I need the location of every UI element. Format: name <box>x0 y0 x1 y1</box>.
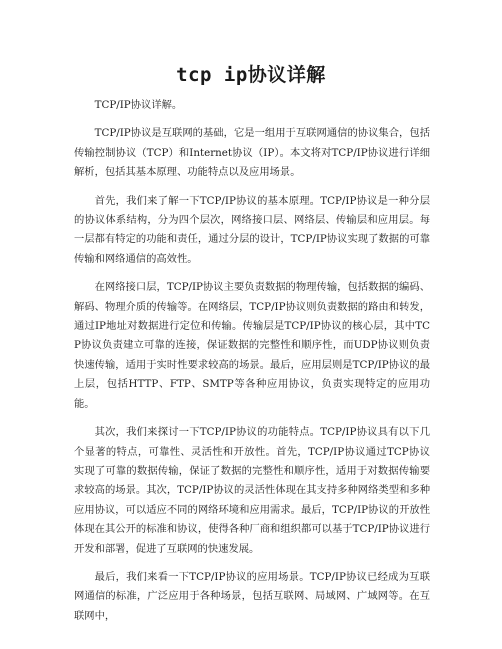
paragraph-applications: 最后，我们来看一下TCP/IP协议的应用场景。TCP/IP协议已经成为互联网通信的标准，广泛应用于各种场景，包括互联网、局域网、广域网等。在互联网中， <box>74 570 430 622</box>
paragraph-principles: 首先，我们来了解一下TCP/IP协议的基本原理。TCP/IP协议是一种分层的协议体系结构，分为四个层次，网络接口层、网络层、传输层和应用层。每一层都有特定的功能和责任，通过分层的设计，TCP/IP协议实现了数据的可靠传输和网络通信的高效性。 <box>74 194 430 265</box>
document-body <box>74 96 430 626</box>
paragraph-intro: TCP/IP协议详解。 <box>94 99 183 111</box>
document-title: tcp ip协议详解 <box>176 64 326 86</box>
paragraph-features: 其次，我们来探讨一下TCP/IP协议的功能特点。TCP/IP协议具有以下几个显著的特点，可靠性、灵活性和开放性。首先，TCP/IP协议通过TCP协议实现了可靠的数据传输，保证了数据的完整性和顺序性，适用于对数据传输要求较高的场景。其次，TCP/IP协议的灵活性体现在其支持多种网络类型和多种应用协议，可以适应不同的网络环境和应用需求。最后，TCP/IP协议的开放性体现在其公开的标准和协议，使得各种厂商和组织都可以基于TCP/IP协议进行开发和部署，促进了互联网的快速发展。 <box>74 426 430 555</box>
paragraph-layers: 在网络接口层，TCP/IP协议主要负责数据的物理传输，包括数据的编码、解码、物理介质的传输等。在网络层，TCP/IP协议则负责数据的路由和转发，通过IP地址对数据进行定位和传输。传输层是TCP/IP协议的核心层，其中TCP协议负责建立可靠的连接，保证数据的完整性和顺序性，而UDP协议则负责快速传输，适用于实时性要求较高的场景。最后，应用层则是TCP/IP协议的最上层，包括HTTP、FTP、SMTP等各种应用协议，负责实现特定的应用功能。 <box>74 281 430 410</box>
paragraph-overview: TCP/IP协议是互联网的基础，它是一组用于互联网通信的协议集合，包括传输控制协议（TCP）和Internet协议（IP）。本文将对TCP/IP协议进行详细解析，包括其基本原理、功能特点以及应用场景。 <box>74 127 431 179</box>
